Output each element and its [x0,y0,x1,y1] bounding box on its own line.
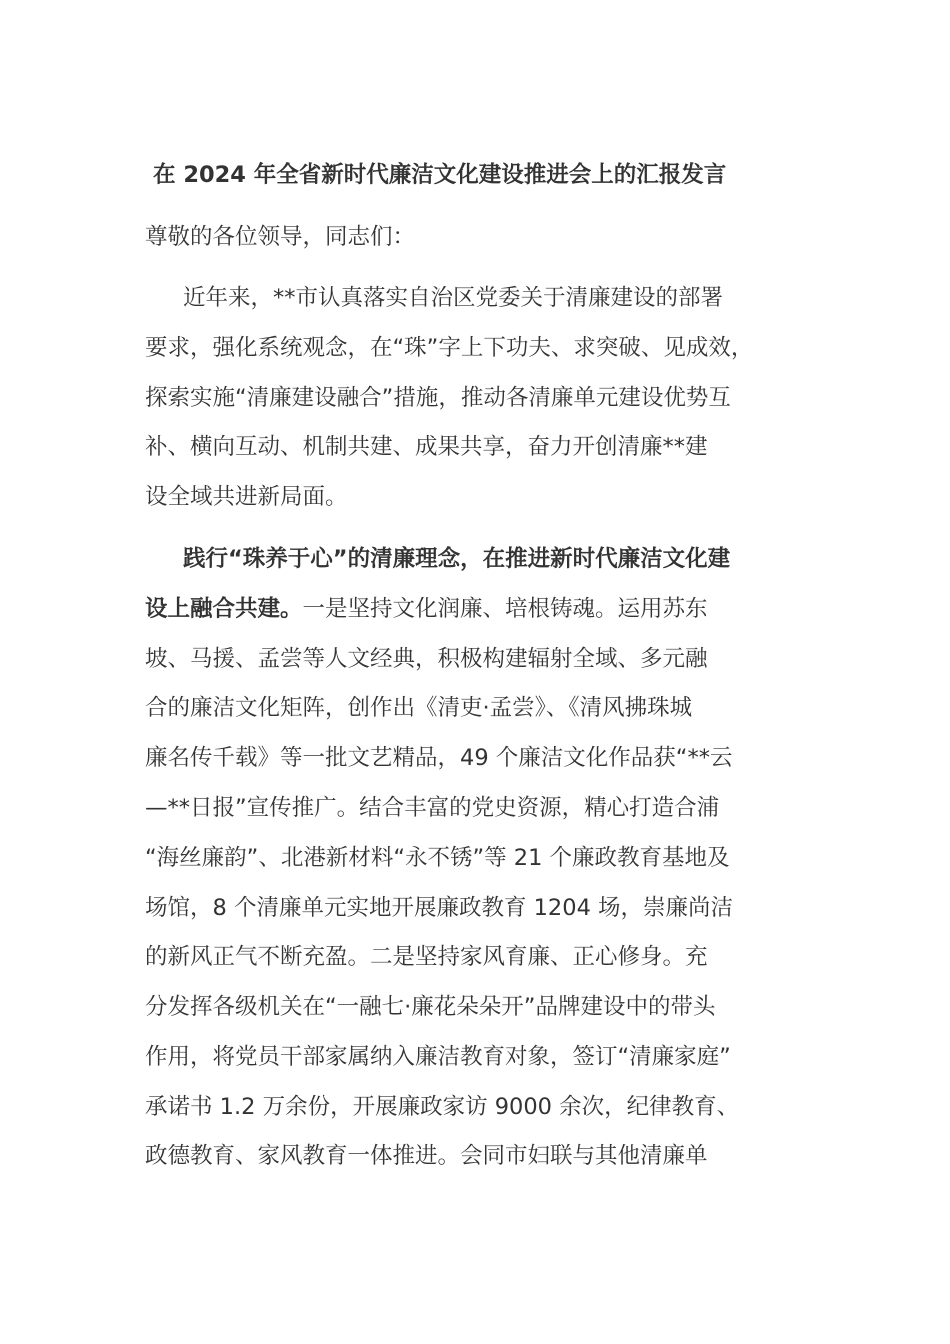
paragraph-line: 探索实施“清廉建设融合”措施，推动各清廉单元建设优势互 [145,385,731,411]
document-title: 在 2024 年全省新时代廉洁文化建设推进会上的汇报发言 [153,162,727,188]
section-heading-end: 设上融合共建。 [145,596,303,622]
paragraph-line: 设全域共进新局面。 [145,484,348,510]
paragraph-line [145,592,708,626]
paragraph-text: 一是坚持文化润廉、培根铸魂。运用苏东 [302,596,708,622]
paragraph-line: 坡、马援、孟尝等人文经典，积极构建辐射全域、多元融 [145,646,708,672]
paragraph-line: 合的廉洁文化矩阵，创作出《清吏·孟尝》、《清风拂珠城 [145,695,693,721]
paragraph-line: 近年来，**市认真落实自治区党委关于清廉建设的部署 [183,285,724,311]
paragraph-line: 廉名传千载》等一批文艺精品，49 个廉洁文化作品获“**云 [145,745,733,771]
paragraph-line: 的新风正气不断充盈。二是坚持家风育廉、正心修身。充 [145,944,708,970]
section-heading: 践行“珠养于心”的清廉理念，在推进新时代廉洁文化建 [183,546,731,572]
paragraph-line: 场馆，8 个清廉单元实地开展廉政教育 1204 场，崇廉尚洁 [145,895,734,921]
paragraph-line: “海丝廉韵”、北港新材料“永不锈”等 21 个廉政教育基地及 [145,845,730,871]
paragraph-line: 要求，强化系统观念，在“珠”字上下功夫、求突破、见成效， [145,335,754,361]
paragraph-line: 政德教育、家风教育一体推进。会同市妇联与其他清廉单 [145,1143,708,1169]
paragraph-line: 作用，将党员干部家属纳入廉洁教育对象，签订“清廉家庭” [145,1044,731,1070]
paragraph-line: 承诺书 1.2 万余份，开展廉政家访 9000 余次，纪律教育、 [145,1094,740,1120]
paragraph-line: 分发挥各级机关在“一融七·廉花朵朵开”品牌建设中的带头 [145,994,716,1020]
paragraph-line: —**日报”宣传推广。结合丰富的党史资源，精心打造合浦 [145,795,720,821]
paragraph-line: 补、横向互动、机制共建、成果共享，奋力开创清廉**建 [145,434,708,460]
salutation: 尊敬的各位领导，同志们： [145,224,416,250]
